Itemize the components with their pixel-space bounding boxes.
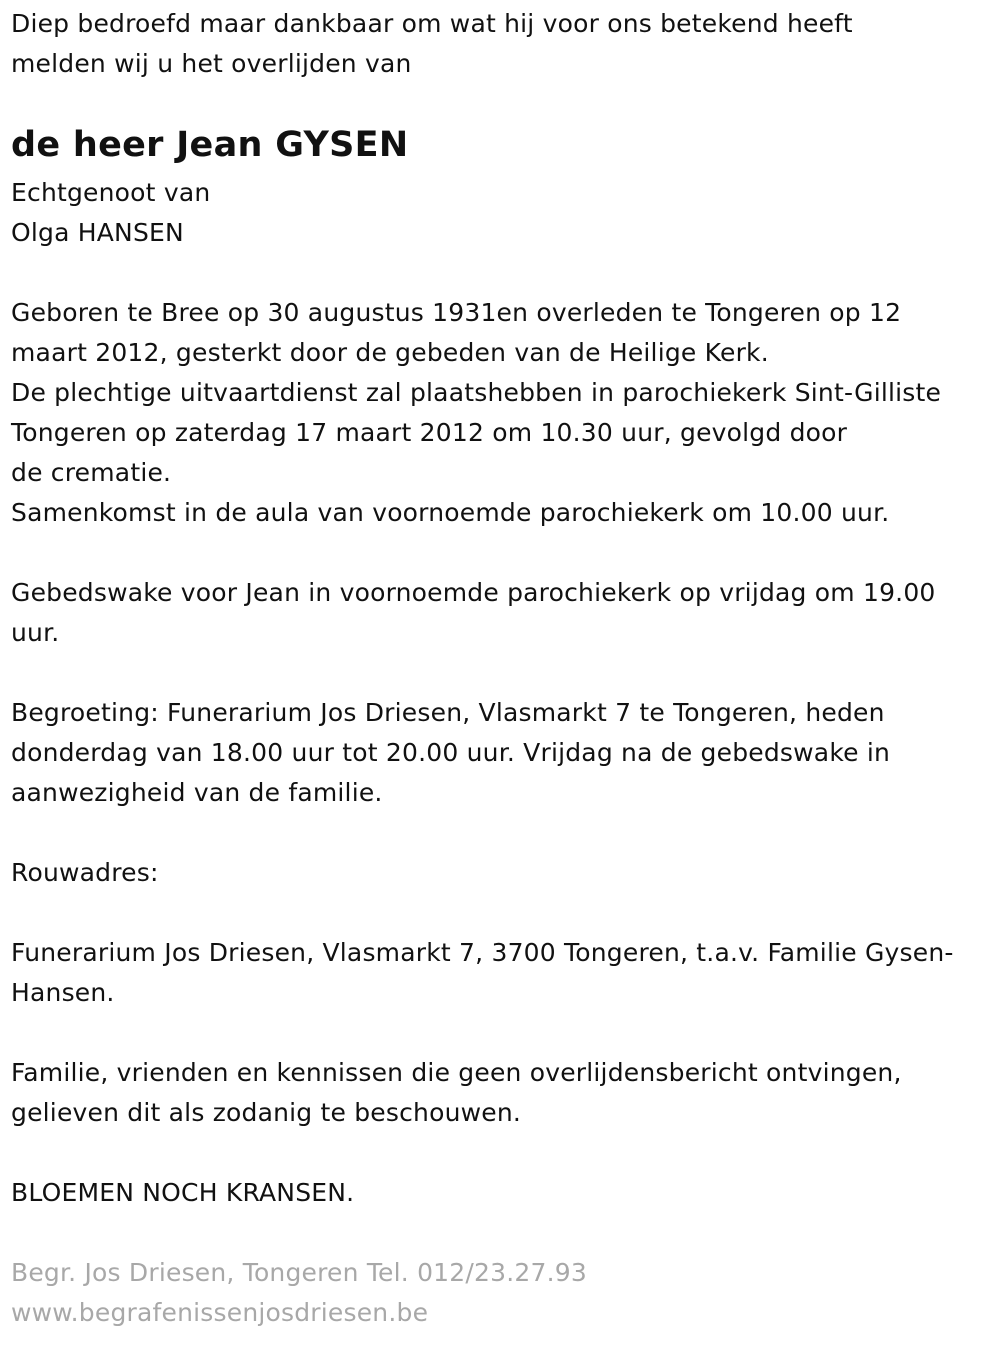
spouse-label: Echtgenoot van (11, 178, 211, 207)
greeting-line: aanwezigheid van de familie. (11, 778, 383, 807)
details-line: Tongeren op zaterdag 17 maart 2012 om 10.30 uur, gevolgd door (11, 418, 848, 447)
spouse-name: Olga HANSEN (11, 218, 184, 247)
intro-line: melden wij u het overlijden van (11, 49, 412, 78)
funeral-home-contact: Begr. Jos Driesen, Tongeren Tel. 012/23.27.93 (11, 1258, 587, 1287)
flowers-note: BLOEMEN NOCH KRANSEN. (11, 1178, 355, 1207)
mourning-address-line: Hansen. (11, 978, 115, 1007)
prayer-vigil-line: Gebedswake voor Jean in voornoemde parochiekerk op vrijdag om 19.00 (11, 578, 936, 607)
mourning-address-label: Rouwadres: (11, 858, 159, 887)
deceased-name: de heer Jean GYSEN (11, 125, 409, 165)
notice-line: Familie, vrienden en kennissen die geen overlijdensbericht ontvingen, (11, 1058, 902, 1087)
details-line: maart 2012, gesterkt door de gebeden van de Heilige Kerk. (11, 338, 769, 367)
details-line: de crematie. (11, 458, 172, 487)
details-line: De plechtige uitvaartdienst zal plaatshebben in parochiekerk Sint-Gilliste (11, 378, 942, 407)
prayer-vigil-line: uur. (11, 618, 60, 647)
intro-line: Diep bedroefd maar dankbaar om wat hij voor ons betekend heeft (11, 9, 853, 38)
greeting-line: donderdag van 18.00 uur tot 20.00 uur. Vrijdag na de gebedswake in (11, 738, 891, 767)
mourning-address-line: Funerarium Jos Driesen, Vlasmarkt 7, 3700 Tongeren, t.a.v. Familie Gysen- (11, 938, 954, 967)
greeting-line: Begroeting: Funerarium Jos Driesen, Vlasmarkt 7 te Tongeren, heden (11, 698, 885, 727)
details-line: Samenkomst in de aula van voornoemde parochiekerk om 10.00 uur. (11, 498, 890, 527)
notice-line: gelieven dit als zodanig te beschouwen. (11, 1098, 522, 1127)
details-line: Geboren te Bree op 30 augustus 1931en overleden te Tongeren op 12 (11, 298, 902, 327)
funeral-home-website: www.begrafenissenjosdriesen.be (11, 1298, 429, 1327)
